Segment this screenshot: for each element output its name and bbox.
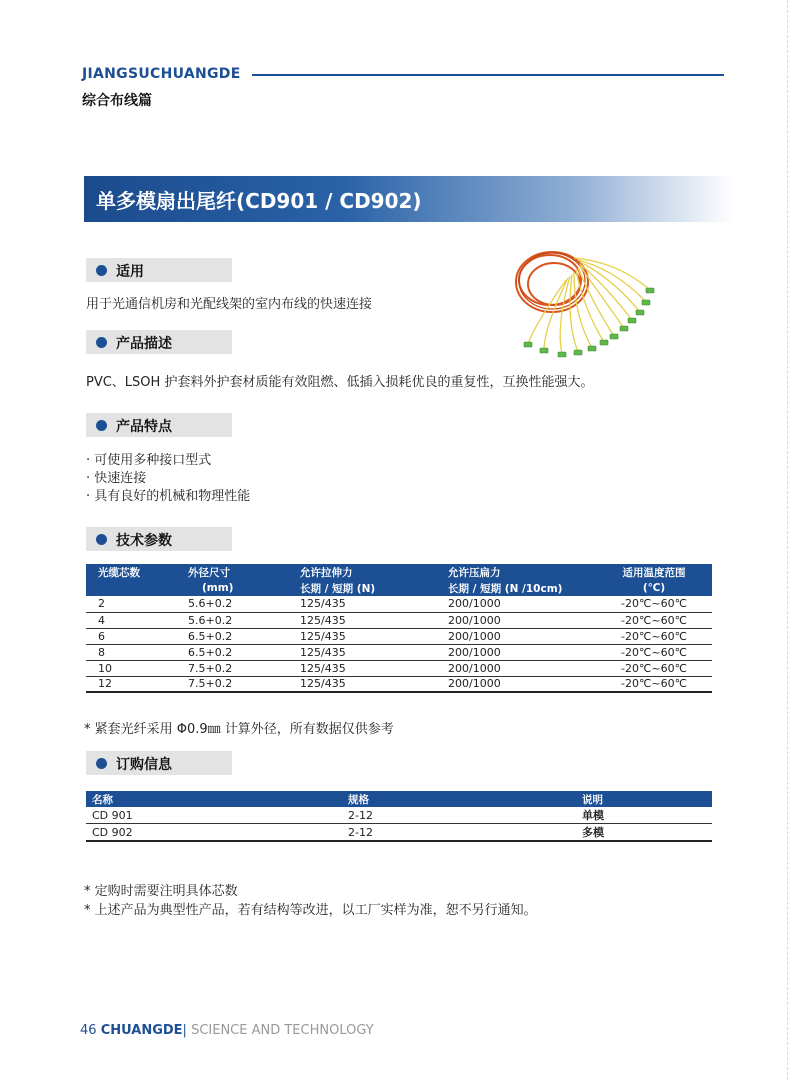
table-row	[86, 612, 712, 628]
order-note: * 上述产品为典型性产品，若有结构等改进，以工厂实样为准，恕不另行通知。	[84, 903, 537, 918]
description-text: PVC、LSOH 护套料外护套材质能有效阻燃、低插入损耗优良的重复性，互换性能强大。	[86, 375, 594, 390]
table-header-cell: (℃)	[596, 580, 712, 596]
table-cell: 2-12	[334, 824, 570, 842]
feature-item: · 快速连接	[86, 471, 147, 486]
table-cell: 单模	[570, 807, 712, 824]
table-header-row	[86, 791, 712, 807]
page-edge-dashed-line	[787, 0, 788, 1080]
section-heading-text: 产品描述	[116, 336, 172, 352]
table-cell: 200/1000	[436, 660, 596, 676]
applicable-text: 用于光通信机房和光配线架的室内布线的快速连接	[86, 297, 373, 312]
table-cell: 7.5+0.2	[176, 676, 288, 692]
table-header-cell: 允许拉伸力	[288, 564, 436, 580]
table-row	[86, 660, 712, 676]
table-cell: 125/435	[288, 676, 436, 692]
page-number: 46	[80, 1023, 97, 1038]
table-cell: -20℃~60℃	[596, 596, 712, 612]
page-footer	[80, 1023, 374, 1038]
table-cell: 2-12	[334, 807, 570, 824]
footer-brand: CHUANGDE	[100, 1023, 183, 1038]
table-row	[86, 807, 712, 824]
page-title: 单多模扇出尾纤(CD901 / CD902)	[96, 189, 422, 213]
table-cell: 6.5+0.2	[176, 644, 288, 660]
section-heading-description	[86, 330, 232, 354]
title-band	[84, 176, 734, 222]
header-section-label: 综合布线篇	[82, 93, 152, 109]
table-cell: 10	[86, 660, 176, 676]
table-header-cell: 长期 / 短期 (N)	[288, 580, 436, 596]
table-cell: 5.6+0.2	[176, 596, 288, 612]
table-cell: CD 902	[86, 824, 334, 842]
table-cell: 7.5+0.2	[176, 660, 288, 676]
table-cell: 多模	[570, 824, 712, 842]
table-cell: 200/1000	[436, 644, 596, 660]
table-cell: -20℃~60℃	[596, 612, 712, 628]
table-header-cell: 长期 / 短期 (N /10cm)	[436, 580, 596, 596]
table-cell: 5.6+0.2	[176, 612, 288, 628]
table-cell: 200/1000	[436, 596, 596, 612]
table-cell: 125/435	[288, 596, 436, 612]
table-cell: 125/435	[288, 628, 436, 644]
section-heading-text: 产品特点	[116, 419, 172, 435]
section-heading-text: 适用	[116, 264, 144, 280]
table-row	[86, 596, 712, 612]
table-cell: 200/1000	[436, 628, 596, 644]
table-cell: -20℃~60℃	[596, 676, 712, 692]
table-cell: 125/435	[288, 644, 436, 660]
footer-separator: |	[182, 1023, 187, 1038]
table-cell: -20℃~60℃	[596, 644, 712, 660]
feature-item: · 具有良好的机械和物理性能	[86, 489, 251, 504]
table-cell: 12	[86, 676, 176, 692]
section-heading-applicable	[86, 258, 232, 282]
table-header-cell	[86, 580, 176, 596]
table-cell: 6	[86, 628, 176, 644]
bullet-dot-icon	[96, 534, 107, 545]
table-cell: 200/1000	[436, 676, 596, 692]
tech-spec-table	[86, 564, 712, 693]
table-header-cell: 说明	[570, 791, 712, 807]
order-info-table	[86, 791, 712, 842]
table-header-cell: 允许压扁力	[436, 564, 596, 580]
bullet-dot-icon	[96, 758, 107, 769]
table-cell: 200/1000	[436, 612, 596, 628]
table-cell: 8	[86, 644, 176, 660]
table-header-cell: (mm)	[176, 580, 288, 596]
table-cell: -20℃~60℃	[596, 628, 712, 644]
bullet-dot-icon	[96, 420, 107, 431]
table-row	[86, 676, 712, 692]
table-header-cell: 外径尺寸	[176, 564, 288, 580]
table-cell: 2	[86, 596, 176, 612]
section-heading-tech	[86, 527, 232, 551]
table-header-cell: 适用温度范围	[596, 564, 712, 580]
table-cell: 4	[86, 612, 176, 628]
table-cell: 125/435	[288, 660, 436, 676]
table-row	[86, 824, 712, 842]
table-cell: 6.5+0.2	[176, 628, 288, 644]
table-header-cell: 规格	[334, 791, 570, 807]
feature-item: · 可使用多种接口型式	[86, 453, 212, 468]
table-cell: -20℃~60℃	[596, 660, 712, 676]
footer-subtitle: SCIENCE AND TECHNOLOGY	[191, 1023, 374, 1038]
section-heading-text: 技术参数	[116, 533, 172, 549]
fanout-pigtail-product-image	[508, 244, 658, 368]
table-cell: 125/435	[288, 612, 436, 628]
table-header-cell: 光缆芯数	[86, 564, 176, 580]
header-brand: JIANGSUCHUANGDE	[82, 66, 241, 82]
table-row	[86, 644, 712, 660]
section-heading-text: 订购信息	[116, 757, 172, 773]
bullet-dot-icon	[96, 337, 107, 348]
table-header-row	[86, 580, 712, 596]
table-row	[86, 628, 712, 644]
table-header-cell: 名称	[86, 791, 334, 807]
table-header-row	[86, 564, 712, 580]
bullet-dot-icon	[96, 265, 107, 276]
section-heading-features	[86, 413, 232, 437]
tech-note: * 紧套光纤采用 Φ0.9㎜ 计算外径，所有数据仅供参考	[84, 722, 394, 737]
section-heading-order	[86, 751, 232, 775]
order-note: * 定购时需要注明具体芯数	[84, 884, 238, 899]
header-rule	[252, 74, 724, 76]
table-cell: CD 901	[86, 807, 334, 824]
